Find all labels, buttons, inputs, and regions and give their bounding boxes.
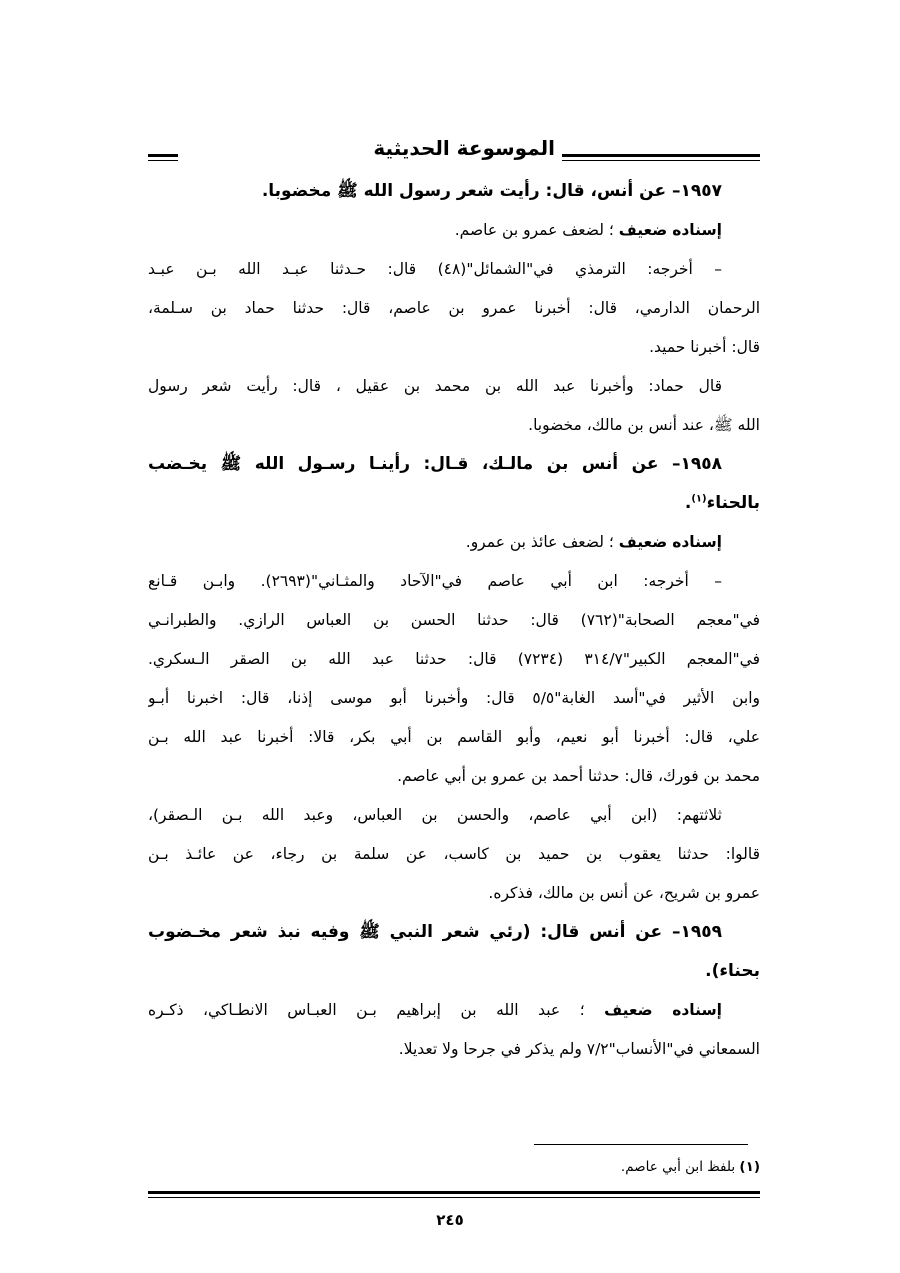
header-title: الموسوعة الحديثية xyxy=(373,136,555,160)
isnad-1957 xyxy=(148,211,760,250)
isnad-1958 xyxy=(148,523,760,562)
running-header xyxy=(148,138,760,168)
footer-rule-thick xyxy=(148,1191,760,1194)
page-number: ٢٤٥ xyxy=(436,1211,464,1229)
takhrij-1957-line: الله ﷺ، عند أنس بن مالك، مخضوبا. xyxy=(528,416,760,434)
isnad-label: إسناده xyxy=(672,221,722,239)
hadith-1958-dot: . xyxy=(684,493,692,513)
footnote xyxy=(148,1157,760,1177)
takhrij-1958-line: وابن الأثير في"أسد الغابة"٥/٥ قال: وأخبرنا أبو موسى إذنا، قال: اخبرنا أبـو xyxy=(148,689,760,707)
takhrij-1957-line: – أخرجه: الترمذي في"الشمائل"(٤٨) قال: حـدثنا عبـد الله بـن عبـد xyxy=(148,260,722,278)
footnote-text: بلفظ ابن أبي عاصم. xyxy=(620,1159,740,1175)
takhrij-1958-line: – أخرجه: ابن أبي عاصم في"الآحاد والمثـاني"(٢٦٩٣). وابـن قـانع xyxy=(148,572,722,590)
isnad-1959-line: السمعاني في"الأنساب"٧/٢ ولم يذكر في جرحا ولا تعديلا. xyxy=(398,1040,760,1058)
hadith-1958-word: بالحناء xyxy=(706,493,760,513)
hadith-1958-text: ١٩٥٨– عن أنس بن مالـك، قـال: رأينـا رسـول الله ﷺ يخـضب xyxy=(148,454,722,474)
isnad-1959 xyxy=(148,991,760,1030)
header-rule-thin xyxy=(562,160,760,161)
takhrij-1957-line: قال حماد: وأخبرنا عبد الله بن محمد بن عقيل ، قال: رأيت شعر رسول xyxy=(148,377,722,395)
footnote-ref: (١) xyxy=(691,493,707,505)
header-rule-thick xyxy=(562,154,760,157)
takhrij-1958-line: في"معجم الصحابة"(٧٦٢) قال: حدثنا الحسن بن العباس الرازي. والطبرانـي xyxy=(148,611,760,629)
isnad-grade: ضعيف xyxy=(618,221,668,239)
hadith-1957-text: ١٩٥٧– عن أنس، قال: رأيت شعر رسول الله ﷺ مخضوبا. xyxy=(261,181,722,201)
isnad-reason: ؛ لضعف عمرو بن عاصم. xyxy=(454,221,619,239)
isnad-reason: ؛ لضعف عائذ بن عمرو. xyxy=(465,533,619,551)
takhrij-1958-line: علي، قال: أخبرنا أبو نعيم، وأبو القاسم بن أبي بكر، قالا: أخبرنا عبد الله بـن xyxy=(148,728,760,746)
footer-rule-thin xyxy=(148,1197,760,1198)
takhrij-1958-line: قالوا: حدثنا يعقوب بن حميد بن كاسب، عن سلمة بن رجاء، عن عائـذ بـن xyxy=(148,845,760,863)
takhrij-1958-line: عمرو بن شريح، عن أنس بن مالك، فذكره. xyxy=(488,884,760,902)
isnad-label: إسناده xyxy=(672,1001,722,1019)
takhrij-1958-line: في"المعجم الكبير"٣١٤/٧ (٧٢٣٤) قال: حدثنا عبد الله بن الصقر الـسكري. xyxy=(148,650,760,668)
isnad-reason: ؛ عبد الله بن إبراهيم بـن العبـاس الانطـاكي، ذكـره xyxy=(148,1001,605,1019)
hadith-1959-text-end: بحناء). xyxy=(705,961,760,981)
hadith-1959-text: ١٩٥٩– عن أنس قال: (رئي شعر النبي ﷺ وفيه نبذ شعر مخـضوب xyxy=(148,922,722,942)
isnad-grade: ضعيف xyxy=(604,1001,653,1019)
header-rule-short-thin xyxy=(148,160,178,161)
main-text xyxy=(148,172,760,1069)
takhrij-1957-line: قال: أخبرنا حميد. xyxy=(649,338,760,356)
takhrij-1958-line: ثلاثتهم: (ابن أبي عاصم، والحسن بن العباس، وعبد الله بـن الـصقر)، xyxy=(148,806,722,824)
footnote-number: (١) xyxy=(739,1159,760,1175)
isnad-label: إسناده xyxy=(672,533,722,551)
isnad-grade: ضعيف xyxy=(618,533,668,551)
header-rule-short-thick xyxy=(148,154,178,157)
footnote-separator xyxy=(534,1144,748,1145)
hadith-1958-text-end xyxy=(148,484,760,523)
takhrij-1957-line: الرحمان الدارمي، قال: أخبرنا عمرو بن عاصم، قال: حدثنا حماد بن سـلمة، xyxy=(148,299,760,317)
takhrij-1958-line: محمد بن فورك، قال: حدثنا أحمد بن عمرو بن أبي عاصم. xyxy=(397,767,760,785)
